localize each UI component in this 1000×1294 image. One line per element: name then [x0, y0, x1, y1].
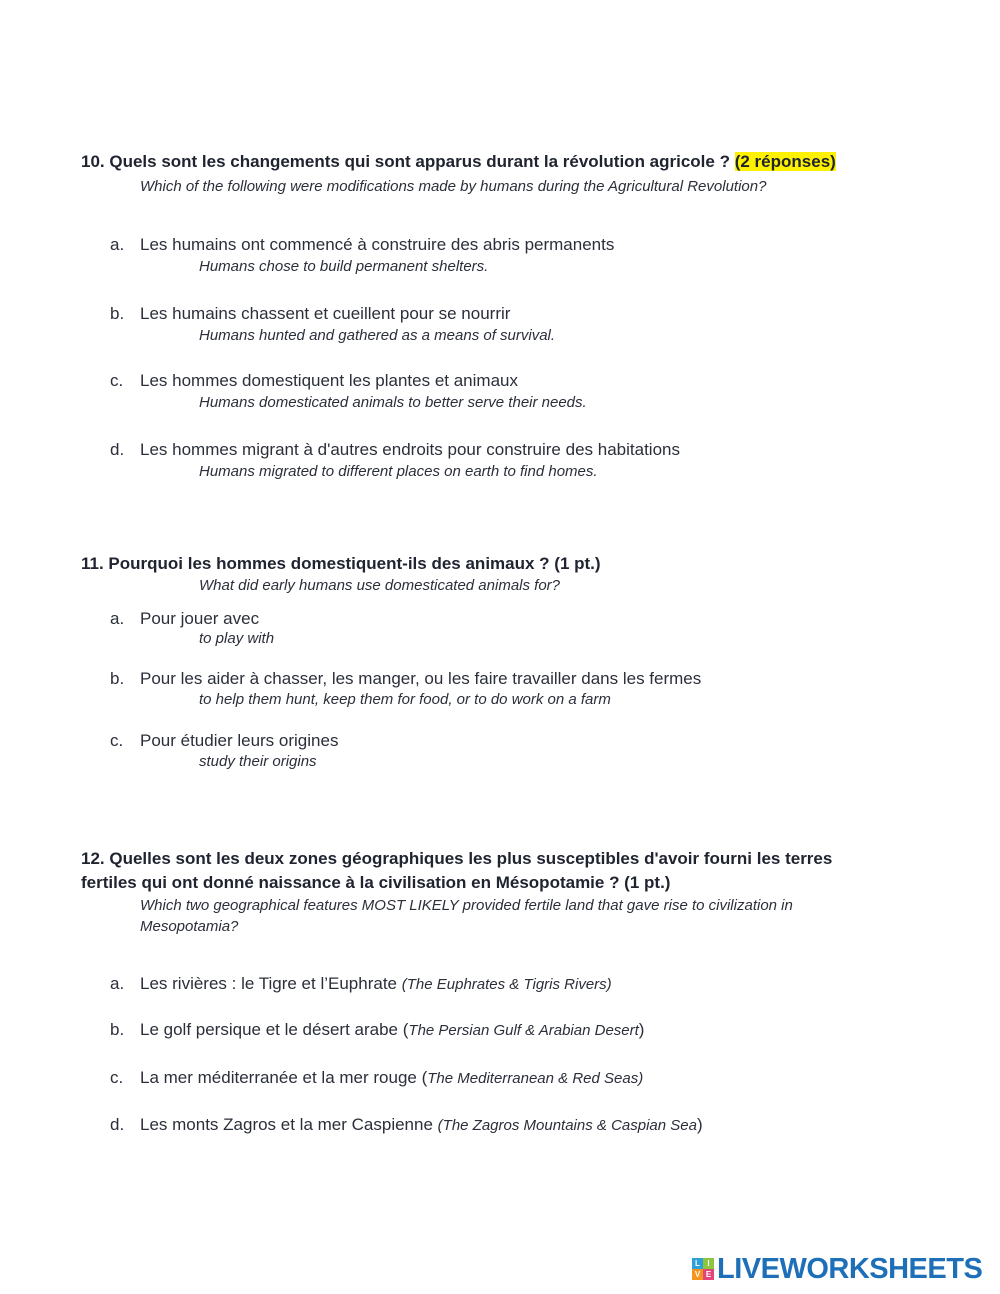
option-text: Les monts Zagros et la mer Caspienne [140, 1115, 433, 1134]
option-text: Le golf persique et le désert arabe [140, 1020, 399, 1039]
logo-mark-letter: E [703, 1269, 714, 1280]
q10-option-b[interactable] [110, 303, 510, 325]
logo-mark-letter: V [692, 1269, 703, 1280]
answer-count-highlight: (2 réponses) [734, 152, 836, 171]
question-11-translation: What did early humans use domesticated animals for? [199, 577, 561, 594]
q10-option-b-translation: Humans hunted and gathered as a means of survival. [199, 327, 556, 344]
option-text: La mer méditerranée et la mer rouge [140, 1068, 417, 1087]
option-translation: The Persian Gulf & Arabian Desert [408, 1022, 639, 1039]
option-text: Pour jouer avec [140, 609, 260, 628]
option-paren-close: ) [696, 1115, 703, 1134]
option-letter: a. [110, 609, 125, 628]
option-letter: d. [110, 1115, 125, 1134]
option-translation: (The Zagros Mountains & Caspian Sea [437, 1117, 697, 1134]
q10-option-c[interactable] [110, 370, 518, 392]
liveworksheets-logo-mark-icon [692, 1258, 714, 1280]
q12-option-b[interactable] [110, 1019, 644, 1042]
q11-option-b-translation: to help them hunt, keep them for food, or to do work on a farm [199, 691, 611, 708]
question-12-translation [140, 895, 793, 937]
q11-option-b[interactable] [110, 668, 701, 690]
liveworksheets-logo [692, 1254, 982, 1284]
option-letter: c. [110, 371, 124, 390]
option-letter: b. [110, 304, 125, 323]
option-paren-close: ) [638, 1020, 645, 1039]
option-letter: c. [110, 1068, 124, 1087]
option-text: Les hommes domestiquent les plantes et animaux [140, 371, 518, 390]
option-paren-open: ( [416, 1068, 428, 1087]
q11-option-a[interactable] [110, 608, 259, 630]
logo-mark-letter: I [703, 1258, 714, 1269]
q10-option-d-translation: Humans migrated to different places on earth to find homes. [199, 463, 598, 480]
option-text: Les rivières : le Tigre et l’Euphrate [140, 974, 398, 993]
q10-option-a[interactable] [110, 234, 614, 256]
question-12-translation-line1: Which two geographical features MOST LIKELY provided fertile land that gave rise to civilization in [140, 897, 793, 914]
option-letter: c. [110, 731, 124, 750]
option-text: Les humains ont commencé à construire des abris permanents [140, 235, 615, 254]
q10-option-c-translation: Humans domesticated animals to better serve their needs. [199, 394, 587, 411]
option-paren-open: ( [398, 1020, 409, 1039]
q11-option-a-translation: to play with [199, 630, 275, 647]
logo-mark-letter: L [692, 1258, 703, 1269]
option-text: Pour les aider à chasser, les manger, ou les faire travailler dans les fermes [140, 669, 702, 688]
question-10-title [81, 150, 921, 174]
option-text: Les humains chassent et cueillent pour se nourrir [140, 304, 511, 323]
q12-option-a[interactable] [110, 973, 612, 996]
option-letter: a. [110, 974, 125, 993]
q11-option-c-translation: study their origins [199, 753, 317, 770]
question-12-title [81, 847, 921, 895]
option-translation: The Mediterranean & Red Seas) [427, 1070, 644, 1087]
option-letter: a. [110, 235, 125, 254]
question-12-title-line1: 12. Quelles sont les deux zones géographiques les plus susceptibles d'avoir fourni les terres [81, 849, 833, 868]
option-letter: d. [110, 440, 125, 459]
q10-option-a-translation: Humans chose to build permanent shelters. [199, 258, 489, 275]
logo-text: LIVEWORKSHEETS [717, 1252, 983, 1285]
question-11-title: 11. Pourquoi les hommes domestiquent-ils des animaux ? (1 pt.) [81, 554, 601, 573]
question-12-translation-line2: Mesopotamia? [140, 918, 239, 935]
option-letter: b. [110, 1020, 125, 1039]
q11-option-c[interactable] [110, 730, 338, 752]
option-text: Les hommes migrant à d'autres endroits pour construire des habitations [140, 440, 680, 459]
question-10-text: 10. Quels sont les changements qui sont apparus durant la révolution agricole ? [81, 152, 730, 171]
q10-option-d[interactable] [110, 439, 680, 461]
q12-option-d[interactable] [110, 1114, 703, 1137]
q12-option-c[interactable] [110, 1067, 643, 1090]
option-text: Pour étudier leurs origines [140, 731, 339, 750]
question-12-title-line2: fertiles qui ont donné naissance à la civilisation en Mésopotamie ? (1 pt.) [81, 873, 671, 892]
question-10-translation: Which of the following were modifications made by humans during the Agricultural Revolution? [140, 178, 767, 195]
option-letter: b. [110, 669, 125, 688]
option-translation: (The Euphrates & Tigris Rivers) [401, 976, 612, 993]
